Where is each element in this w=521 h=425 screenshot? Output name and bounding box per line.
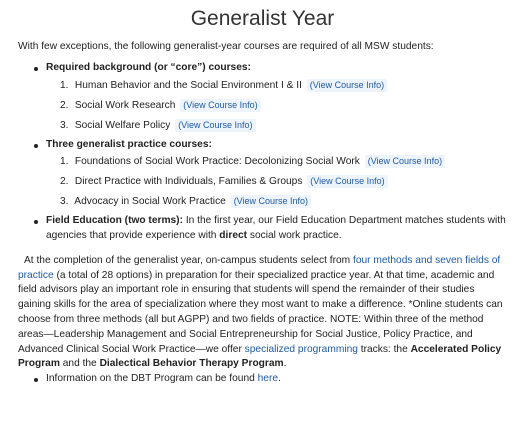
course-item [60,194,507,209]
course-number: 2. [60,176,69,188]
dbt-info-item [32,372,507,387]
field-education-emphasis: direct [219,230,248,242]
course-item [60,98,507,113]
dbt-program: Dialectical Behavior Therapy Program [99,358,284,370]
core-courses-list [46,78,507,133]
course-number: 2. [60,99,69,111]
dbt-info-text: Information on the DBT Program can be found [46,373,258,385]
paragraph-text: and the [59,358,100,370]
course-name: Social Work Research [74,99,176,111]
page-title: Generalist Year [190,7,335,30]
paragraph-text: (a total of 28 options) in preparation for their specialized practice year. At that time, academic and field advisors play an important role in ensuring that students will spend the remainder of their studies gaining skills for the area of specialization where they most want to make a difference. *Online students can choose from three methods (all but AGPP) and two fields of practice. NOTE: Within three of the method areas—Leadership Management and Social Entrepreneurship for Social Justice, Policy Practice, and Advanced Clinical Social Work Practice—we offer [18,269,503,355]
requirements-list [18,61,507,244]
course-number: 3. [60,119,69,131]
course-item [60,78,507,93]
course-name: Social Welfare Policy [74,119,171,131]
accelerated-policy-program: Accelerated Policy Program [18,343,502,370]
paragraph-text: tracks: the [357,343,411,355]
course-name: Advocacy in Social Work Practice [74,196,226,208]
course-number: 3. [60,196,69,208]
course-item [60,154,507,169]
core-courses-item [32,61,507,133]
course-name: Direct Practice with Individuals, Families & Groups [74,176,303,188]
view-course-info-link[interactable]: (View Course Info) [365,155,445,168]
view-course-info-link[interactable]: (View Course Info) [307,79,387,92]
practice-courses-heading: Three generalist practice courses: [46,138,212,150]
view-course-info-link[interactable]: (View Course Info) [231,195,311,208]
core-courses-heading: Required background (or “core”) courses: [46,61,251,73]
field-education-text: In the first year, our Field Education Department matches students with agencies that provide experience with [46,215,506,242]
course-number: 1. [60,79,69,91]
view-course-info-link[interactable]: (View Course Info) [307,175,387,188]
course-item [60,174,507,189]
methods-fields-link[interactable]: four methods and seven fields of practice [18,254,501,281]
practice-courses-list [46,154,507,209]
course-name: Foundations of Social Work Practice: Decolonizing Social Work [74,156,360,168]
view-course-info-link[interactable]: (View Course Info) [175,119,255,132]
specialization-paragraph [18,254,507,372]
field-education-text-end: social work practice. [247,230,342,242]
course-item [60,118,507,133]
field-education-item [32,214,507,244]
field-education-label: Field Education (two terms): [46,215,183,227]
dbt-info-list [18,372,507,387]
specialized-programming-link[interactable]: specialized programming [244,343,358,355]
course-name: Human Behavior and the Social Environment I & II [74,79,302,91]
view-course-info-link[interactable]: (View Course Info) [180,99,260,112]
paragraph-text: At the completion of the generalist year, on-campus students select from [24,254,353,266]
paragraph-text: . [283,358,287,370]
dbt-info-end: . [278,373,281,385]
dbt-here-link[interactable]: here [257,373,278,385]
practice-courses-item [32,138,507,210]
intro-text: With few exceptions, the following generalist-year courses are required of all MSW students: [18,41,434,52]
course-number: 1. [60,156,69,168]
